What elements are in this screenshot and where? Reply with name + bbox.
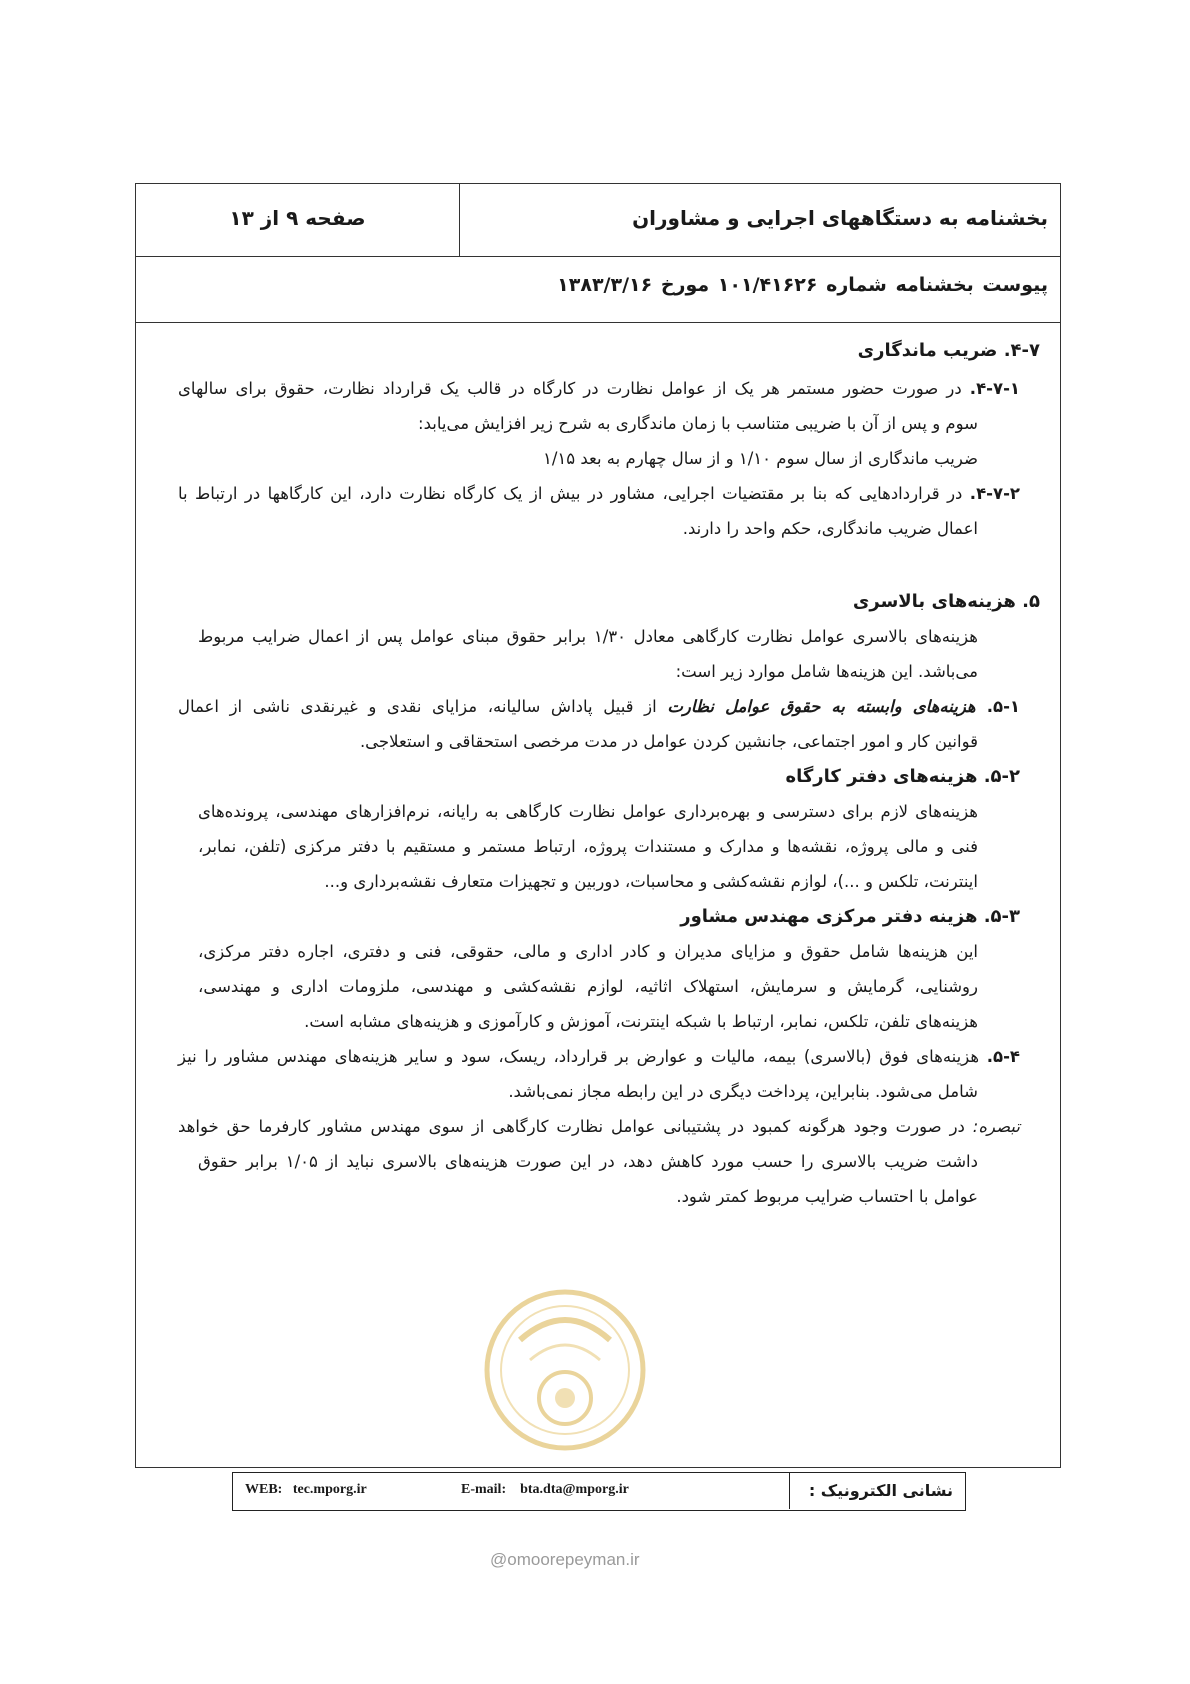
section-5-2-line-1: هزینه‌های لازم برای دسترسی و بهره‌برداری عوامل نظارت کارگاهی به رایانه، نرم‌افزارهای مهندسی، پرونده‌های <box>198 802 978 821</box>
section-5-3-line-2: روشنایی، گرمایش و سرمایش، استهلاک اثاثیه، لوازم نقشه‌کشی و مهندسی، ملزومات اداری و مهندسی، <box>198 977 978 996</box>
section-5-2-line-2: فنی و مالی پروژه، نقشه‌ها و مدارک و مستندات پروژه، ارتباط مستمر و مستقیم با دفتر مرکزی (تلفن، نمابر، <box>198 837 978 856</box>
section-5-3-line-3: هزینه‌های تلفن، تلکس، نمابر، ارتباط با شبکه اینترنت، آموزش و کارآموزی و هزینه‌های مشابه است. <box>304 1012 978 1031</box>
seal-watermark <box>480 1270 650 1470</box>
section-5-2-heading: ۵-۲. هزینه‌های دفتر کارگاه <box>785 766 1020 787</box>
circular-title: بخشنامه به دستگاههای اجرایی و مشاوران <box>632 206 1048 230</box>
attachment-row <box>136 256 1060 323</box>
note-line-2: داشت ضریب بالاسری را حسب مورد کاهش دهد، در این صورت هزینه‌های بالاسری نباید از ۱/۰۵ برابر حقوق <box>198 1152 978 1171</box>
section-5-line-1: هزینه‌های بالاسری عوامل نظارت کارگاهی معادل ۱/۳۰ برابر حقوق مبنای عوامل پس از اعمال ضرایب مربوط <box>198 627 978 646</box>
site-watermark: @omoorepeyman.ir <box>490 1550 640 1569</box>
paragraph-5-1-line-1 <box>178 694 1020 720</box>
note-line-3: عوامل با احتساب ضرایب مربوط کمتر شود. <box>676 1187 978 1206</box>
section-number: ۵-۴. <box>986 1047 1020 1066</box>
paragraph-4-7-1-line-2: سوم و پس از آن با ضریبی متناسب با زمان ماندگاری به شرح زیر افزایش می‌یابد: <box>418 414 978 433</box>
paragraph-5-4-line-1 <box>178 1044 1020 1070</box>
footer-label: نشانی الکترونیک : <box>808 1481 953 1500</box>
header-row <box>136 184 1060 257</box>
header-divider <box>459 184 460 256</box>
emphasized-term: هزینه‌های وابسته به حقوق عوامل نظارت <box>667 697 987 716</box>
note-line-1 <box>178 1114 1020 1140</box>
section-5-3-heading: ۵-۳. هزینه دفتر مرکزی مهندس مشاور <box>680 906 1020 927</box>
paragraph-text: در قراردادهایی که بنا بر مقتضیات اجرایی، مشاور در بیش از یک کارگاه نظارت دارد، این کارگاهها در ارتباط با <box>178 484 970 503</box>
email-address: bta.dta@mporg.ir <box>520 1482 629 1497</box>
web-label: WEB: <box>245 1482 283 1497</box>
section-number: ۵-۱. <box>986 697 1021 716</box>
paragraph-text: از قبیل پاداش سالیانه، مزایای نقدی و غیرنقدی ناشی از اعمال <box>178 697 668 716</box>
email-label: E-mail: <box>461 1482 507 1497</box>
paragraph-text: در صورت وجود هرگونه کمبود در پشتیبانی عوامل نظارت کارگاهی از سوی مهندس مشاور کارفرما حق خواهد <box>178 1117 973 1136</box>
paragraph-4-7-1-line-3: ضریب ماندگاری از سال سوم ۱/۱۰ و از سال چهارم به بعد ۱/۱۵ <box>542 449 978 468</box>
footer-contact-box <box>232 1472 966 1511</box>
section-number: ۴-۷-۱. <box>969 379 1020 398</box>
section-4-7-heading: ۴-۷. ضریب ماندگاری <box>857 340 1040 361</box>
paragraph-5-1-line-2: قوانین کار و امور اجتماعی، جانشین کردن عوامل در مدت مرخصی استحقاقی و استعلاجی. <box>359 732 978 751</box>
section-number: ۴-۷-۲. <box>969 484 1020 503</box>
note-label: تبصره: <box>972 1117 1020 1136</box>
section-5-heading: ۵. هزینه‌های بالاسری <box>852 591 1040 612</box>
attachment-reference: پیوست بخشنامه شماره ۱۰۱/۴۱۶۲۶ مورخ ۱۳۸۳/۳/۱۶ <box>557 274 1048 296</box>
paragraph-5-4-line-2: شامل می‌شود. بنابراین، پرداخت دیگری در این رابطه مجاز نمی‌باشد. <box>508 1082 978 1101</box>
paragraph-4-7-2-line-2: اعمال ضریب ماندگاری، حکم واحد را دارند. <box>682 519 978 538</box>
web-address: tec.mporg.ir <box>292 1482 367 1497</box>
paragraph-text: هزینه‌های فوق (بالاسری) بیمه، مالیات و عوارض بر قرارداد، ریسک، سود و سایر هزینه‌های مهندس مشاور را نیز <box>178 1047 987 1066</box>
footer-divider <box>789 1473 790 1509</box>
paragraph-4-7-1-line-1 <box>178 376 1020 402</box>
website-link[interactable] <box>245 1482 367 1498</box>
paragraph-4-7-2-line-1 <box>178 481 1020 507</box>
paragraph-text: در صورت حضور مستمر هر یک از عوامل نظارت در کارگاه در قالب یک قرارداد نظارت، حقوق برای سالهای <box>178 379 970 398</box>
section-5-2-line-3: اینترنت، تلکس و ...)، لوازم نقشه‌کشی و محاسبات، دوربین و تجهیزات متعارف نقشه‌برداری و... <box>324 872 978 891</box>
email-link[interactable] <box>461 1482 629 1498</box>
page-indicator: صفحه ۹ از ۱۳ <box>229 206 366 230</box>
section-5-3-line-1: این هزینه‌ها شامل حقوق و مزایای مدیران و کادر اداری و مالی، حقوقی، فنی و دفتری، اجاره دفتر مرکزی، <box>198 942 978 961</box>
section-5-line-2: می‌باشد. این هزینه‌ها شامل موارد زیر است: <box>675 662 978 681</box>
